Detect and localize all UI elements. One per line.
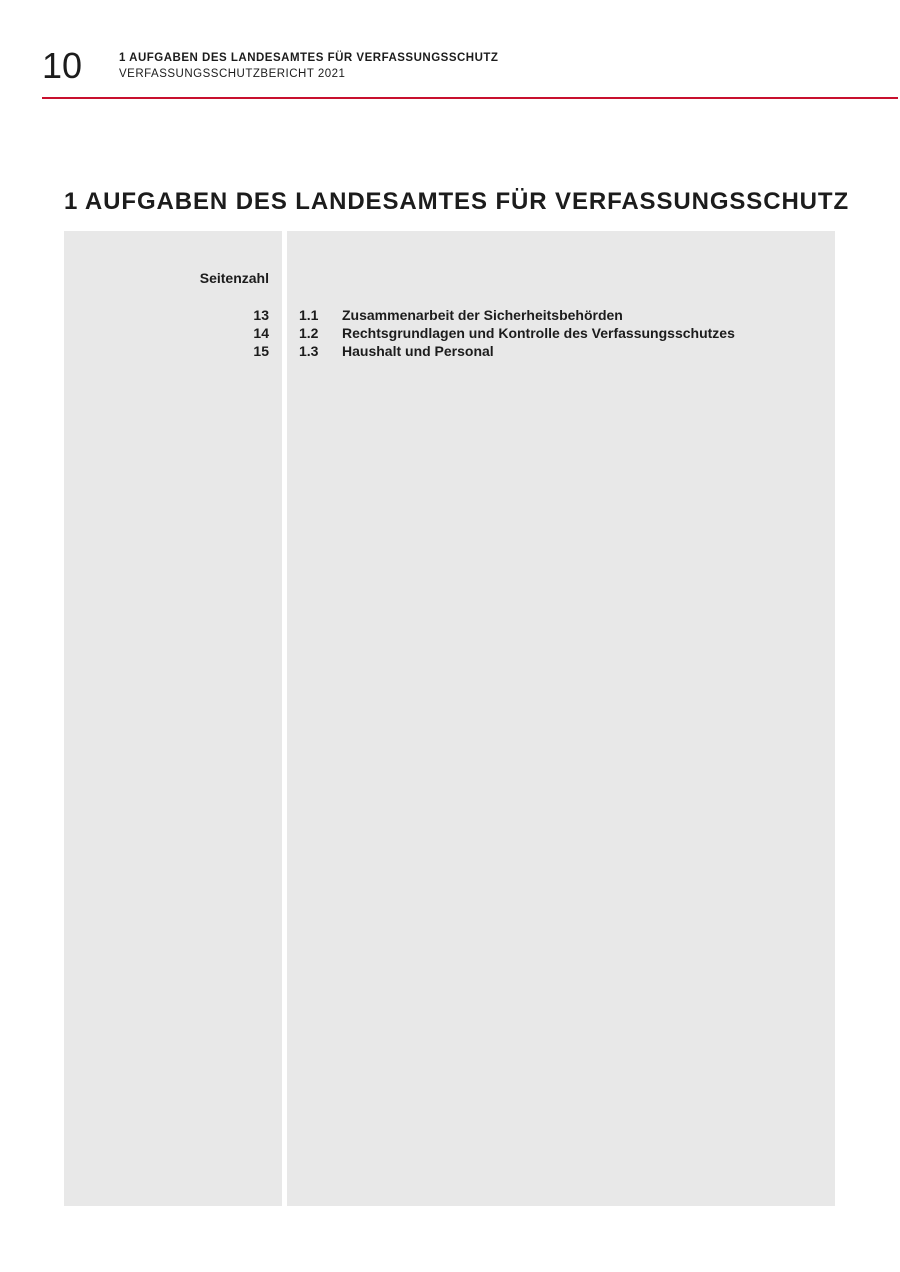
page-number: 10 bbox=[42, 45, 83, 86]
toc-page-list bbox=[253, 306, 269, 360]
toc-page-column bbox=[64, 231, 282, 1206]
toc-page-number: 15 bbox=[253, 343, 269, 359]
toc-entry-title: Haushalt und Personal bbox=[342, 343, 494, 359]
toc-entry-number: 1.1 bbox=[299, 307, 319, 323]
toc-entry-number: 1.2 bbox=[299, 325, 319, 341]
toc-page-number: 13 bbox=[253, 307, 269, 323]
toc-pages-label: Seitenzahl bbox=[199, 270, 269, 286]
chapter-heading: 1 AUFGABEN DES LANDESAMTES FÜR VERFASSUNGSSCHUTZ bbox=[64, 188, 850, 215]
toc-page-number: 14 bbox=[253, 325, 269, 341]
toc-entry[interactable] bbox=[299, 306, 735, 324]
running-header bbox=[119, 50, 498, 82]
toc-entry[interactable] bbox=[299, 324, 735, 342]
toc-entry-list bbox=[299, 306, 735, 360]
running-header-subtitle: VERFASSUNGSSCHUTZBERICHT 2021 bbox=[119, 68, 346, 80]
toc-entry-title: Rechtsgrundlagen und Kontrolle des Verfassungsschutzes bbox=[342, 325, 735, 341]
toc-entry[interactable] bbox=[299, 342, 735, 360]
toc-entry-title: Zusammenarbeit der Sicherheitsbehörden bbox=[342, 307, 623, 323]
running-header-title: 1 AUFGABEN DES LANDESAMTES FÜR VERFASSUNGSSCHUTZ bbox=[119, 52, 499, 64]
toc-entry-number: 1.3 bbox=[299, 343, 319, 359]
header-divider bbox=[42, 97, 898, 99]
toc-entries-column bbox=[287, 231, 835, 1206]
